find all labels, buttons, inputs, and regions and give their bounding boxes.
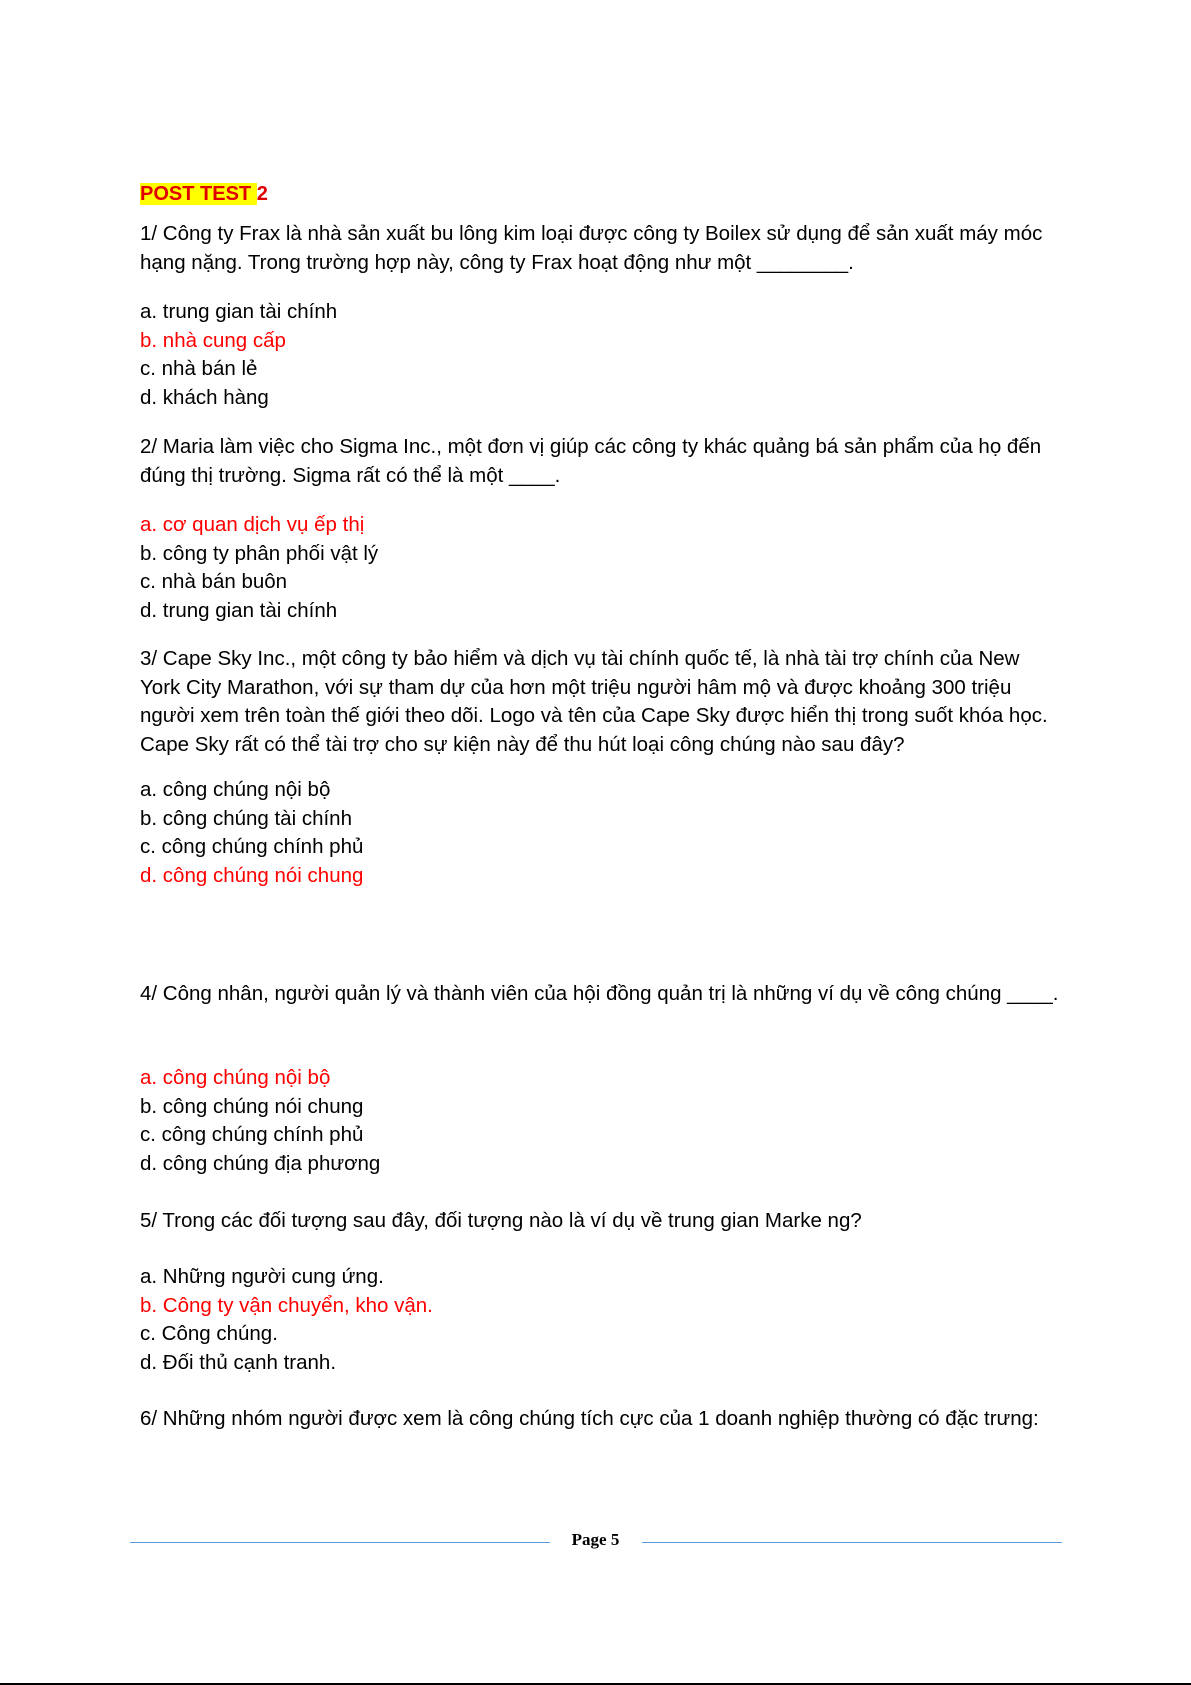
option-a-correct: a. cơ quan dịch vụ ếp thị: [140, 513, 365, 536]
option-a: a. trung gian tài chính: [140, 300, 338, 323]
question-5-options: [140, 1263, 433, 1377]
question-4: [140, 980, 1060, 1009]
question-text: 1/ Công ty Frax là nhà sản xuất bu lông kim loại được công ty Boilex sử dụng để sản xuất máy móc hạng nặng. Trong trường hợp này, công ty Frax hoạt động như một ________.: [140, 222, 1043, 274]
option-c: c. công chúng chính phủ: [140, 1123, 364, 1146]
option-a: a. Những người cung ứng.: [140, 1265, 384, 1288]
question-4-options: [140, 1064, 380, 1178]
option-d: d. trung gian tài chính: [140, 598, 338, 622]
question-text: 4/ Công nhân, người quản lý và thành viên của hội đồng quản trị là những ví dụ về công chúng ____.: [140, 982, 1059, 1005]
option-d: d. Đối thủ cạnh tranh.: [140, 1350, 337, 1374]
option-a: a. công chúng nội bộ: [140, 778, 331, 801]
question-2: [140, 433, 1060, 490]
option-a-correct: a. công chúng nội bộ: [140, 1066, 331, 1089]
question-text: 6/ Những nhóm người được xem là công chúng tích cực của 1 doanh nghiệp thường có đặc trưng:: [140, 1407, 1039, 1430]
title-number: 2: [256, 183, 268, 205]
question-3: [140, 645, 1060, 759]
option-b-correct: b. nhà cung cấp: [140, 328, 286, 352]
question-text: 3/ Cape Sky Inc., một công ty bảo hiểm và dịch vụ tài chính quốc tế, là nhà tài trợ chính của New York City Marathon, với sự tham dự của hơn một triệu người hâm mộ và được khoảng 300 triệu người xem trên toàn thế giới theo dõi. Logo và tên của Cape Sky được hiển thị trong suốt khóa học. Cape Sky rất có thể tài trợ cho sự kiện này để thu hút loại công chúng nào sau đây?: [140, 647, 1048, 756]
question-5: [140, 1207, 1060, 1236]
option-d-correct: d. công chúng nói chung: [140, 863, 364, 887]
option-d: d. công chúng địa phương: [140, 1151, 381, 1175]
option-c: c. Công chúng.: [140, 1322, 278, 1345]
question-1-options: [140, 298, 337, 412]
question-text: 5/ Trong các đối tượng sau đây, đối tượng nào là ví dụ về trung gian Marke ng?: [140, 1209, 862, 1232]
footer-rule-right: [642, 1542, 1062, 1543]
option-b: b. công ty phân phối vật lý: [140, 541, 379, 565]
question-2-options: [140, 511, 378, 625]
option-d: d. khách hàng: [140, 385, 269, 409]
option-b-correct: b. Công ty vận chuyển, kho vận.: [140, 1293, 433, 1317]
option-c: c. nhà bán lẻ: [140, 357, 258, 380]
question-6: [140, 1405, 1060, 1434]
title-highlight: POST TEST: [140, 183, 257, 205]
post-test-title: [140, 180, 268, 208]
option-b: b. công chúng nói chung: [140, 1094, 364, 1118]
question-3-options: [140, 776, 363, 890]
page-number: Page 5: [571, 1530, 620, 1549]
question-1: [140, 220, 1060, 277]
option-b: b. công chúng tài chính: [140, 806, 352, 830]
question-text: 2/ Maria làm việc cho Sigma Inc., một đơn vị giúp các công ty khác quảng bá sản phẩm của họ đến đúng thị trường. Sigma rất có thể là một ____.: [140, 435, 1042, 487]
option-c: c. nhà bán buôn: [140, 570, 288, 593]
option-c: c. công chúng chính phủ: [140, 835, 364, 858]
